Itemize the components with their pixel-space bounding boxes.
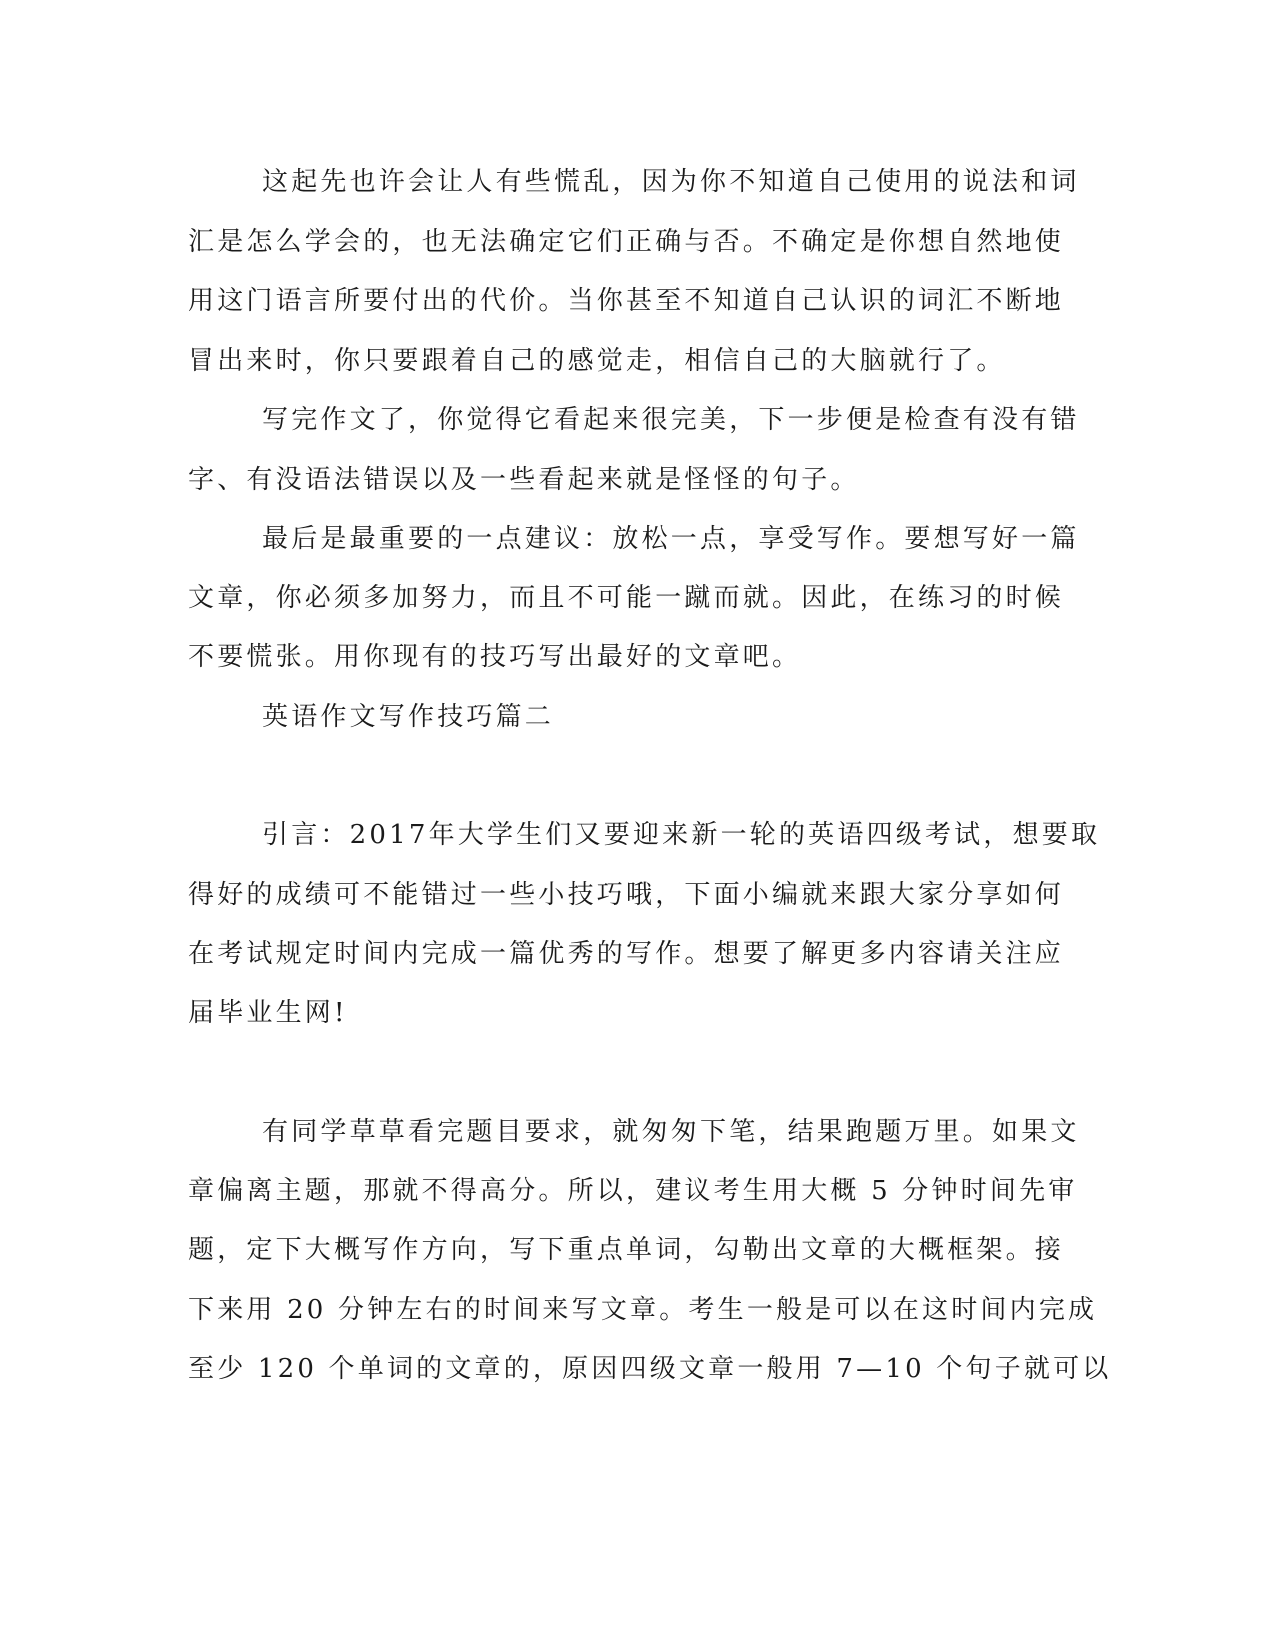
paragraph-4-line-5: 至少 120 个单词的文章的，原因四级文章一般用 7—10 个句子就可以 [188, 1354, 1112, 1384]
paragraph-3-line-2: 文章，你必须多加努力，而且不可能一蹴而就。因此，在练习的时候 [188, 583, 1065, 613]
paragraph-1-line-4: 冒出来时，你只要跟着自己的感觉走，相信自己的大脑就行了。 [188, 346, 1006, 376]
paragraph-2-line-1: 写完作文了，你觉得它看起来很完美，下一步便是检查有没有错 [262, 405, 1080, 435]
intro-line-1: 引言：2017年大学生们又要迎来新一轮的英语四级考试，想要取 [262, 820, 1101, 850]
paragraph-4-line-4: 下来用 20 分钟左右的时间来写文章。考生一般是可以在这时间内完成 [188, 1295, 1098, 1325]
intro-line-2: 得好的成绩可不能错过一些小技巧哦，下面小编就来跟大家分享如何 [188, 880, 1065, 910]
paragraph-2-line-2: 字、有没语法错误以及一些看起来就是怪怪的句子。 [188, 465, 860, 495]
paragraph-1-line-3: 用这门语言所要付出的代价。当你甚至不知道自己认识的词汇不断地 [188, 286, 1065, 316]
paragraph-4-line-2: 章偏离主题，那就不得高分。所以，建议考生用大概 5 分钟时间先审 [188, 1176, 1078, 1206]
section-heading: 英语作文写作技巧篇二 [262, 702, 555, 732]
paragraph-3-line-3: 不要慌张。用你现有的技巧写出最好的文章吧。 [188, 642, 802, 672]
paragraph-1-line-2: 汇是怎么学会的，也无法确定它们正确与否。不确定是你想自然地使 [188, 227, 1065, 257]
paragraph-4-line-1: 有同学草草看完题目要求，就匆匆下笔，结果跑题万里。如果文 [262, 1117, 1080, 1147]
paragraph-3-line-1: 最后是最重要的一点建议：放松一点，享受写作。要想写好一篇 [262, 524, 1080, 554]
paragraph-1-line-1: 这起先也许会让人有些慌乱，因为你不知道自己使用的说法和词 [262, 167, 1080, 197]
intro-line-3: 在考试规定时间内完成一篇优秀的写作。想要了解更多内容请关注应 [188, 939, 1065, 969]
intro-line-4: 届毕业生网! [188, 998, 348, 1028]
paragraph-4-line-3: 题，定下大概写作方向，写下重点单词，勾勒出文章的大概框架。接 [188, 1235, 1065, 1265]
